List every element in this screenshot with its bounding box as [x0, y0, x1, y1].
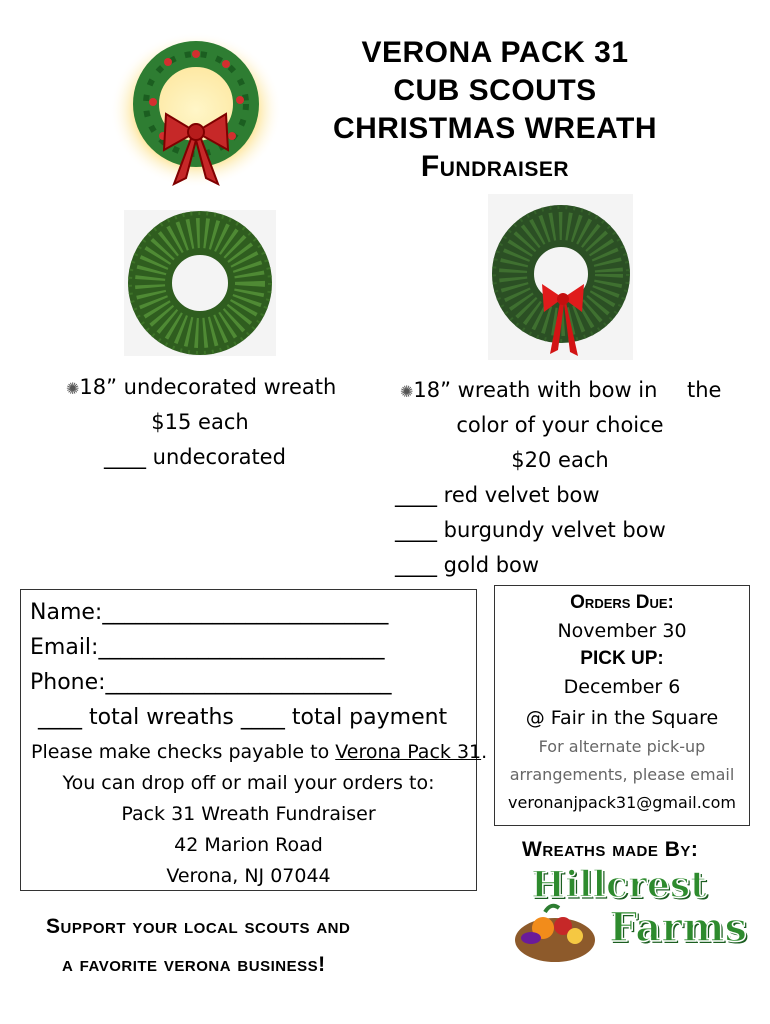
undecorated-qty-line: ____ undecorated	[104, 445, 286, 469]
pickup-date: December 6	[563, 676, 681, 698]
footer-line-1: Support your local scouts and	[46, 915, 351, 938]
bullet-icon: ✺	[66, 379, 80, 398]
undecorated-price: $15 each	[151, 410, 249, 434]
alternate-pickup-line-1: For alternate pick-up	[538, 737, 706, 756]
bow-option-subtitle: color of your choice	[456, 413, 664, 437]
title-line-3: CHRISTMAS WREATH	[332, 112, 658, 145]
orders-due-label: Orders Due:	[570, 592, 674, 613]
bow-wreath-photo	[488, 194, 633, 360]
name-field: Name:__________________________	[30, 600, 389, 625]
footer-line-2: a favorite verona business!	[62, 953, 326, 976]
bow-price: $20 each	[511, 448, 609, 472]
undecorated-option-title	[66, 370, 336, 406]
bow-option-title	[400, 373, 657, 409]
logo-line-2: Farms	[609, 904, 748, 951]
bow-choice-gold: ____ gold bow	[395, 553, 540, 577]
title-line-4: Fundraiser	[420, 150, 570, 183]
made-by-label: Wreaths made By:	[522, 838, 699, 861]
alternate-pickup-line-2: arrangements, please email	[509, 765, 735, 784]
title-line-2: CUB SCOUTS	[393, 74, 597, 107]
bow-option-label: 18” wreath with bow in	[413, 378, 658, 402]
orders-due-date: November 30	[557, 620, 687, 642]
undecorated-option-label: 18” undecorated wreath	[79, 375, 337, 399]
drop-off-line: You can drop off or mail your orders to:	[62, 772, 435, 794]
email-field: Email:__________________________	[30, 635, 385, 660]
undecorated-wreath-photo	[124, 210, 276, 356]
phone-field: Phone:__________________________	[30, 670, 392, 695]
contact-email: veronanjpack31@gmail.com	[508, 793, 736, 812]
checks-prefix: Please make checks payable to	[31, 741, 336, 763]
logo-line-1: Hillcrest	[531, 864, 707, 906]
checks-suffix: .	[481, 741, 488, 763]
bow-option-label-end: the	[687, 378, 722, 402]
pickup-place: @ Fair in the Square	[525, 707, 719, 729]
bullet-icon: ✺	[400, 382, 414, 401]
hillcrest-farms-logo	[505, 864, 749, 968]
pickup-label: PICK UP:	[580, 648, 664, 669]
bow-choice-red: ____ red velvet bow	[395, 483, 600, 507]
address-line-1: Pack 31 Wreath Fundraiser	[121, 803, 376, 825]
title-line-1: VERONA PACK 31	[361, 36, 629, 69]
wreath-clipart-image	[108, 32, 283, 197]
address-line-3: Verona, NJ 07044	[166, 865, 331, 887]
checks-payable-line	[31, 735, 487, 770]
checks-payee: Verona Pack 31	[335, 741, 482, 763]
flyer-title	[300, 34, 690, 186]
address-line-2: 42 Marion Road	[174, 834, 323, 856]
bow-choice-burgundy: ____ burgundy velvet bow	[395, 518, 666, 542]
totals-line: ____ total wreaths ____ total payment	[38, 705, 448, 730]
